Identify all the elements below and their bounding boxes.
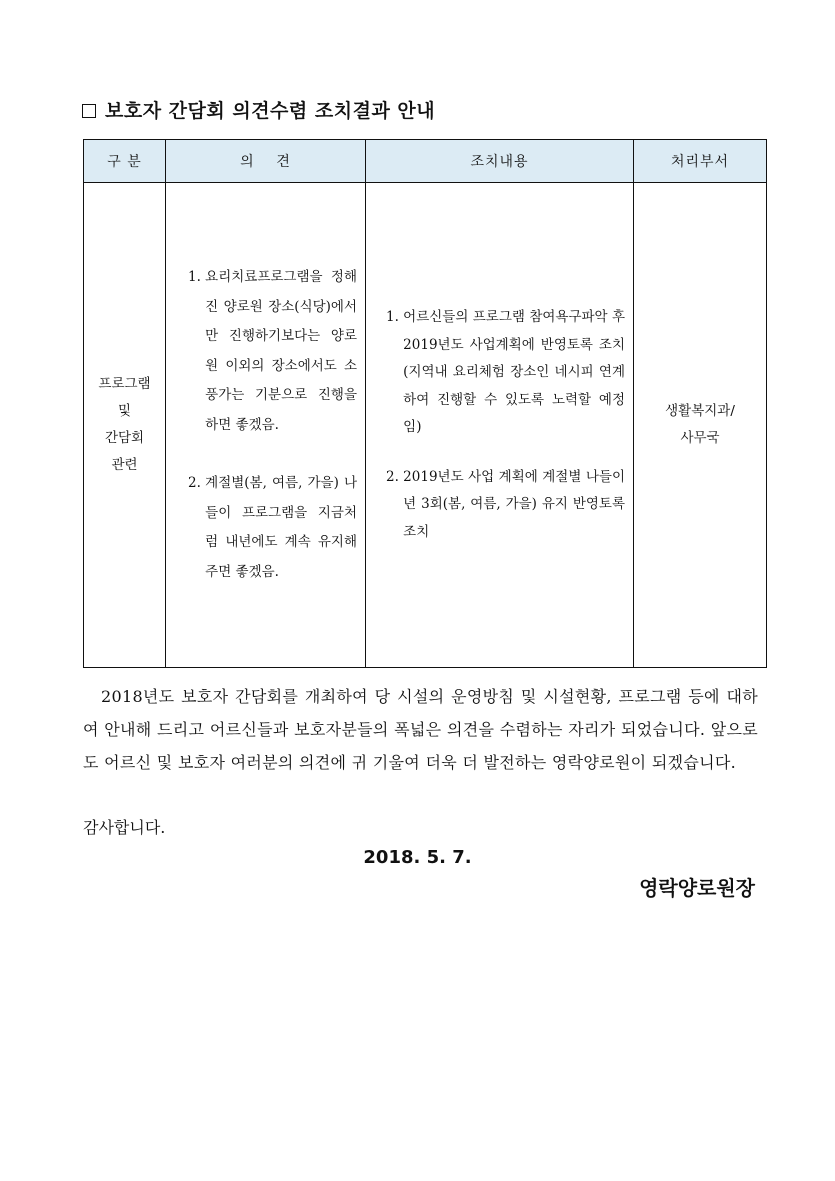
opinion-number: 1. — [188, 269, 206, 285]
document-date: 2018. 5. 7. — [363, 847, 472, 868]
department-line: 생활복지과/ — [665, 403, 735, 419]
thanks-text: 감사합니다. — [83, 818, 166, 837]
department-cell — [634, 183, 767, 668]
opinion-cell — [166, 183, 366, 668]
header-action: 조치내용 — [366, 140, 634, 183]
table-row — [84, 183, 767, 668]
category-line: 간담회 — [104, 430, 145, 446]
table-header-row — [84, 140, 767, 183]
action-number: 2. — [386, 468, 404, 485]
header-department: 처리부서 — [634, 140, 767, 183]
action-number: 1. — [386, 309, 404, 325]
result-table — [83, 139, 767, 668]
opinion-item — [188, 469, 357, 587]
checkbox-square-icon — [82, 104, 96, 118]
opinion-number: 2. — [188, 475, 206, 491]
header-opinion: 의 견 — [166, 140, 366, 183]
opinion-text: 요리치료프로그램을 정해진 양로원 장소(식당)에서만 진행하기보다는 양로원 이외의 장소에서도 소풍가는 기분으로 진행을 하면 좋겠음. — [205, 269, 357, 433]
signer-name: 영락양로원장 — [639, 876, 755, 900]
opinion-item — [188, 263, 357, 440]
category-cell — [84, 183, 166, 668]
header-category: 구 분 — [84, 140, 166, 183]
opinion-text: 계절별(봄, 여름, 가을) 나들이 프로그램을 지금처럼 내년에도 계속 유지해 주면 좋겠음. — [205, 475, 357, 580]
document-title — [82, 96, 435, 123]
category-line: 및 — [117, 403, 132, 419]
action-text: 어르신들의 프로그램 참여욕구파악 후 2019년도 사업계획에 반영토록 조치(지역내 요리체험 장소인 네시피 연계하여 진행할 수 있도록 노력할 예정임) — [403, 309, 625, 435]
category-line: 프로그램 — [98, 376, 151, 392]
action-text: 2019년도 사업 계획에 계절별 나들이 년 3회(봄, 여름, 가을) 유지 반영토록 조치 — [403, 468, 625, 540]
department-line: 사무국 — [680, 430, 720, 446]
body-paragraph: 2018년도 보호자 간담회를 개최하여 당 시설의 운영방침 및 시설현황, 프로그램 등에 대하여 안내해 드리고 어르신들과 보호자분들의 폭넓은 의견을 수렴하는 자리가 되었습니다. 앞으로도 어르신 및 보호자 여러분의 의견에 귀 기울여 더욱 더 발전하는 영락양로원이 되겠습니다. — [83, 687, 758, 772]
action-cell — [366, 183, 634, 668]
action-item — [386, 304, 625, 442]
title-text: 보호자 간담회 의견수렴 조치결과 안내 — [105, 100, 436, 122]
category-line: 관련 — [111, 457, 138, 473]
action-item — [386, 464, 625, 547]
